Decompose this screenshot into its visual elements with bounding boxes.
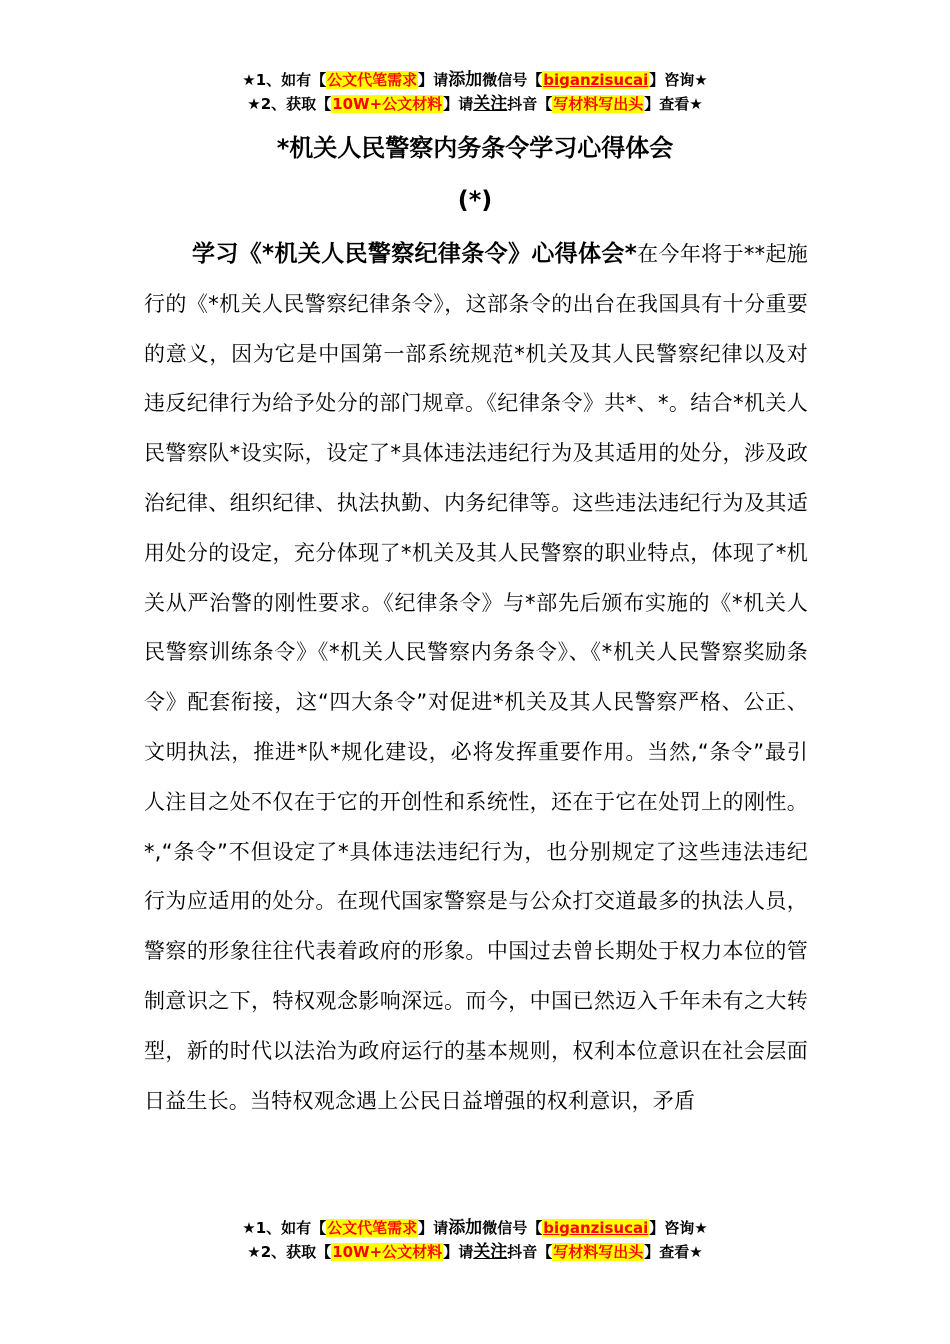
highlight-service: 公文代笔需求: [327, 71, 418, 89]
body-lead-heading: 学习《*机关人民警察纪律条令》心得体会*: [192, 241, 637, 267]
header-banner: [0, 68, 950, 116]
document-title: *机关人民警察内务条令学习心得体会: [276, 134, 674, 162]
banner-text: ★1、如有【: [242, 71, 327, 89]
emphasis-follow: 关注: [473, 1242, 508, 1262]
banner-text: 】咨询★: [649, 71, 708, 89]
emphasis-add: 添加: [448, 1218, 483, 1238]
banner-text: 抖音【: [507, 1243, 553, 1261]
banner-text: 】请: [418, 71, 449, 89]
footer-banner-line-2: [0, 1240, 950, 1264]
highlight-materials: 10W+公文材料: [332, 95, 443, 113]
emphasis-add: 添加: [448, 70, 483, 90]
footer-banner: [0, 1216, 950, 1264]
header-banner-line-2: [0, 92, 950, 116]
highlight-service: 公文代笔需求: [327, 1219, 418, 1237]
highlight-wechat-id: biganzisucai: [543, 1219, 649, 1237]
banner-text: 】咨询★: [649, 1219, 708, 1237]
highlight-materials: 10W+公文材料: [332, 1243, 443, 1261]
banner-text: 】请: [418, 1219, 449, 1237]
banner-text: 】查看★: [644, 95, 703, 113]
body-paragraph: 在今年将于**起施行的《*机关人民警察纪律条令》，这部条令的出台在我国具有十分重要的意义，因为它是中国第一部系统规范*机关及其人民警察纪律以及对违反纪律行为给予处分的部门规章。《纪律条令》共*、*。结合*机关人民警察队*设实际，设定了*具体违法违纪行为及其适用的处分，涉及政治纪律、组织纪律、执法执勤、内务纪律等。这些违法违纪行为及其适用处分的设定，充分体现了*机关及其人民警察的职业特点，体现了*机关从严治警的刚性要求。《纪律条令》与*部先后颁布实施的《*机关人民警察训练条令》《*机关人民警察内务条令》、《*机关人民警察奖励条令》配套衔接，这“四大条令”对促进*机关及其人民警察严格、公正、文明执法，推进*队*规化建设，必将发挥重要作用。当然,“条令”最引人注目之处不仅在于它的开创性和系统性，还在于它在处罚上的刚性。*,“条令”不但设定了*具体违法违纪行为，也分别规定了这些违法违纪行为应适用的处分。在现代国家警察是与公众打交道最多的执法人员，警察的形象往往代表着政府的形象。中国过去曾长期处于权力本位的管制意识之下，特权观念影响深远。而今，中国已然迈入千年未有之大转型，新的时代以法治为政府运行的基本规则，权利本位意识在社会层面日益生长。当特权观念遇上公民日益增强的权利意识，矛盾: [144, 242, 808, 1113]
banner-text: ★1、如有【: [242, 1219, 327, 1237]
banner-text: ★2、获取【: [247, 1243, 332, 1261]
banner-text: 】查看★: [644, 1243, 703, 1261]
banner-text: 】请: [443, 1243, 474, 1261]
highlight-douyin-account: 写材料写出头: [553, 1243, 644, 1261]
highlight-douyin-account: 写材料写出头: [553, 95, 644, 113]
banner-text: 抖音【: [507, 95, 553, 113]
highlight-wechat-id: biganzisucai: [543, 71, 649, 89]
emphasis-follow: 关注: [473, 94, 508, 114]
banner-text: 微信号【: [482, 1219, 543, 1237]
banner-text: 】请: [443, 95, 474, 113]
footer-banner-line-1: [0, 1216, 950, 1240]
header-banner-line-1: [0, 68, 950, 92]
document-subtitle: (*): [457, 186, 493, 214]
banner-text: ★2、获取【: [247, 95, 332, 113]
banner-text: 微信号【: [482, 71, 543, 89]
document-body: [144, 230, 808, 1126]
